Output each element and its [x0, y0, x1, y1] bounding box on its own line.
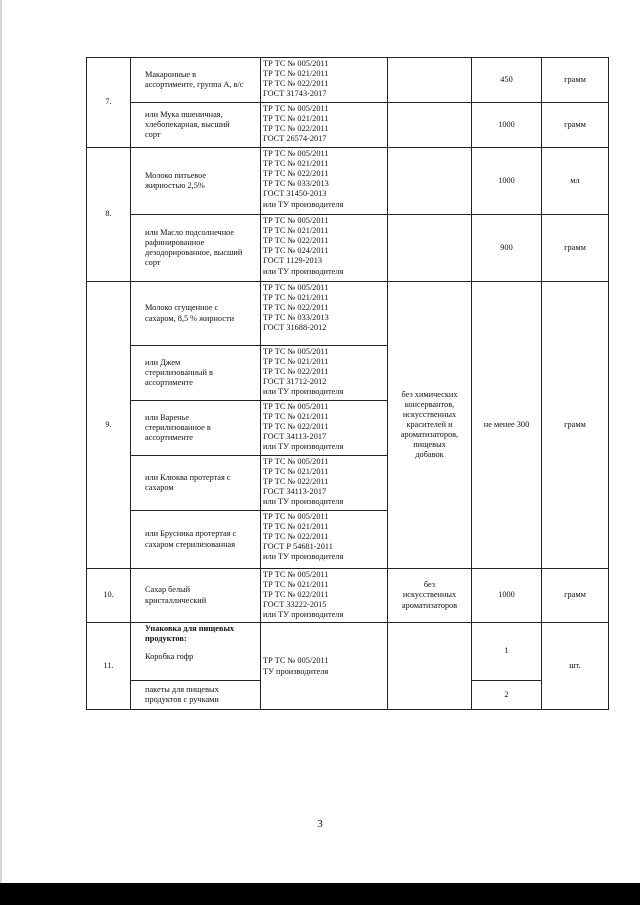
table-row [87, 215, 609, 282]
text-line: ароматизаторов [401, 600, 458, 610]
text-line: ТР ТС № 021/2011 [263, 226, 329, 236]
table-row [87, 282, 609, 346]
text-line: или Клюква протертая с [145, 472, 231, 482]
table-row [87, 569, 609, 623]
regulation-list [261, 401, 388, 456]
text-line: ТР ТС № 022/2011 [263, 79, 329, 89]
row-number: 11. [87, 623, 131, 710]
product-name [131, 148, 261, 215]
text-line: ТР ТС № 005/2011 [263, 656, 329, 666]
quantity: не менее 300 [472, 282, 542, 569]
regulation-list [261, 511, 388, 569]
text-line: Сахар белый [145, 585, 191, 595]
text-line: ТР ТС № 005/2011 [263, 347, 329, 356]
text-line: сахаром, 8,5 % жирности [145, 313, 235, 323]
text-line: ТР ТС № 005/2011 [263, 149, 329, 158]
text-line: ТР ТС № 022/2011 [263, 422, 329, 432]
text-line: ТР ТС № 005/2011 [263, 104, 329, 113]
quantity: 1000 [472, 148, 542, 215]
text-line: ТР ТС № 021/2011 [263, 522, 329, 532]
text-line: продуктов с ручками [145, 695, 219, 704]
product-name: Коробка гофр [145, 652, 194, 662]
text-line: или Масло подсолнечное [145, 227, 235, 237]
text-line: ГОСТ 31450-2013 [263, 189, 327, 199]
products-table [86, 57, 609, 710]
text-line: красителей и [406, 419, 453, 429]
page-number: 3 [317, 818, 323, 830]
text-line: искусственных [402, 409, 457, 419]
text-line: ГОСТ 1129-2013 [263, 256, 323, 266]
text-line: или Джем [145, 357, 181, 367]
text-line: Макаронные в [145, 69, 197, 79]
text-line: сорт [145, 258, 161, 268]
text-line: ТУ производителя [263, 666, 329, 676]
row-number: 7. [87, 58, 131, 148]
text-line: ТР ТС № 021/2011 [263, 69, 329, 79]
scan-border [0, 883, 640, 905]
requirements-text [388, 569, 472, 623]
text-line: ТР ТС № 005/2011 [263, 59, 329, 68]
text-line: без [423, 580, 436, 590]
text-line: ГОСТ 33222-2015 [263, 600, 327, 610]
text-line: ТР ТС № 005/2011 [263, 402, 329, 411]
text-line: хлебопекарная, высший [145, 119, 230, 129]
product-name [131, 282, 261, 346]
unit: шт. [542, 623, 609, 710]
text-line: или ТУ производителя [263, 266, 344, 276]
text-line: ТР ТС № 022/2011 [263, 169, 329, 179]
requirements-cell [388, 148, 472, 215]
regulation-list [261, 456, 388, 511]
table-row [87, 58, 609, 103]
text-line: искусственных [402, 590, 457, 600]
quantity: 2 [472, 681, 542, 710]
text-line: ТР ТС № 021/2011 [263, 467, 329, 477]
text-line: ТР ТС № 022/2011 [263, 477, 329, 487]
requirements-cell [388, 623, 472, 710]
text-line: ТР ТС № 005/2011 [263, 216, 329, 225]
text-line: ТР ТС № 033/2013 [263, 179, 329, 189]
text-line: ТР ТС № 005/2011 [263, 570, 329, 579]
text-line: или ТУ производителя [263, 442, 344, 452]
text-line: Молоко питьевое [145, 170, 207, 180]
text-line: без химических [401, 389, 458, 399]
text-line: ГОСТ 31688-2012 [263, 323, 327, 333]
scan-edge [0, 0, 2, 883]
regulation-list [261, 282, 388, 346]
text-line: или ТУ производителя [263, 387, 344, 397]
product-name [131, 511, 261, 569]
text-line: ГОСТ 34113-2017 [263, 487, 327, 497]
text-line: ТР ТС № 022/2011 [263, 303, 329, 313]
text-line: кристаллический [145, 595, 207, 605]
text-line: ТР ТС № 033/2013 [263, 313, 329, 323]
unit: мл [542, 148, 609, 215]
text-line: пищевых [413, 440, 446, 450]
text-line: сорт [145, 130, 161, 140]
text-line: ароматизаторов, [400, 430, 459, 440]
requirements-cell [388, 215, 472, 282]
regulation-list [261, 346, 388, 401]
unit: грамм [542, 282, 609, 569]
text-line: сахаром [145, 483, 174, 492]
requirements-cell [388, 103, 472, 148]
text-line: ГОСТ 34113-2017 [263, 432, 327, 442]
text-line: ТР ТС № 005/2011 [263, 457, 329, 466]
text-line: или ТУ производителя [263, 610, 344, 620]
text-line: ТР ТС № 022/2011 [263, 367, 329, 377]
text-line: ГОСТ 31712-2012 [263, 377, 327, 387]
text-line: рафинированное [145, 237, 205, 247]
text-line: стерилизованный в [145, 367, 213, 377]
text-line: или Брусника протертая с [145, 529, 237, 539]
text-line: ГОСТ 26574-2017 [263, 134, 327, 144]
text-line: Упаковка для пищевых [145, 624, 235, 633]
unit: грамм [542, 103, 609, 148]
text-line: ТР ТС № 021/2011 [263, 159, 329, 169]
text-line: или ТУ производителя [263, 199, 344, 209]
text-line: ТР ТС № 024/2011 [263, 246, 329, 256]
spacer [145, 644, 257, 652]
regulation-list [261, 148, 388, 215]
text-line: ТР ТС № 021/2011 [263, 357, 329, 367]
text-line: ТР ТС № 022/2011 [263, 532, 329, 542]
text-line: ТР ТС № 022/2011 [263, 590, 329, 600]
product-name [131, 58, 261, 103]
regulation-list [261, 569, 388, 623]
unit: грамм [542, 215, 609, 282]
unit: грамм [542, 58, 609, 103]
product-name [131, 215, 261, 282]
table-row [87, 623, 609, 681]
packaging-cell [131, 623, 261, 681]
text-line: продуктов: [145, 634, 187, 644]
requirements-text [388, 282, 472, 569]
table-row [87, 103, 609, 148]
text-line: жирностью 2,5% [145, 181, 205, 190]
regulation-list [261, 58, 388, 103]
packaging-heading [145, 624, 257, 644]
quantity: 450 [472, 58, 542, 103]
text-line: или Варенье [145, 412, 190, 422]
text-line: стерилизованное в [145, 422, 211, 432]
text-line: или ТУ производителя [263, 497, 344, 507]
quantity: 1 [472, 623, 542, 681]
regulation-list [261, 623, 388, 710]
text-line: ГОСТ 31743-2017 [263, 89, 327, 99]
quantity: 900 [472, 215, 542, 282]
row-number: 9. [87, 282, 131, 569]
table-row [87, 148, 609, 215]
product-name [131, 456, 261, 511]
text-line: добавок [415, 450, 444, 460]
text-line: ассортименте [145, 378, 193, 388]
text-line: ТР ТС № 022/2011 [263, 236, 329, 246]
text-line: ТР ТС № 005/2011 [263, 512, 329, 521]
text-line: пакеты для пищевых [145, 684, 219, 694]
text-line: ГОСТ Р 54681-2011 [263, 542, 333, 552]
text-line: ТР ТС № 005/2011 [263, 283, 329, 292]
regulation-list [261, 215, 388, 282]
quantity: 1000 [472, 569, 542, 623]
requirements-cell [388, 58, 472, 103]
product-name [131, 681, 261, 710]
quantity: 1000 [472, 103, 542, 148]
text-line: ТР ТС № 021/2011 [263, 293, 329, 303]
text-line: Молоко сгущенное с [145, 303, 219, 313]
text-line: или Мука пшеничная, [145, 109, 223, 119]
product-name [131, 103, 261, 148]
text-line: сахаром стерилизованная [145, 539, 236, 549]
product-name [131, 569, 261, 623]
unit: грамм [542, 569, 609, 623]
regulation-list [261, 103, 388, 148]
text-line: или ТУ производителя [263, 552, 344, 562]
product-name [131, 346, 261, 401]
product-name [131, 401, 261, 456]
text-line: ТР ТС № 021/2011 [263, 412, 329, 422]
text-line: ТР ТС № 021/2011 [263, 580, 329, 590]
text-line: ассортименте, группа А, в/с [145, 80, 244, 89]
row-number: 10. [87, 569, 131, 623]
text-line: ТР ТС № 021/2011 [263, 114, 329, 124]
text-line: ТР ТС № 022/2011 [263, 124, 329, 134]
text-line: дезодорированное, высший [145, 248, 243, 257]
text-line: ассортименте [145, 433, 193, 443]
text-line: консервантов, [404, 399, 455, 409]
row-number: 8. [87, 148, 131, 282]
